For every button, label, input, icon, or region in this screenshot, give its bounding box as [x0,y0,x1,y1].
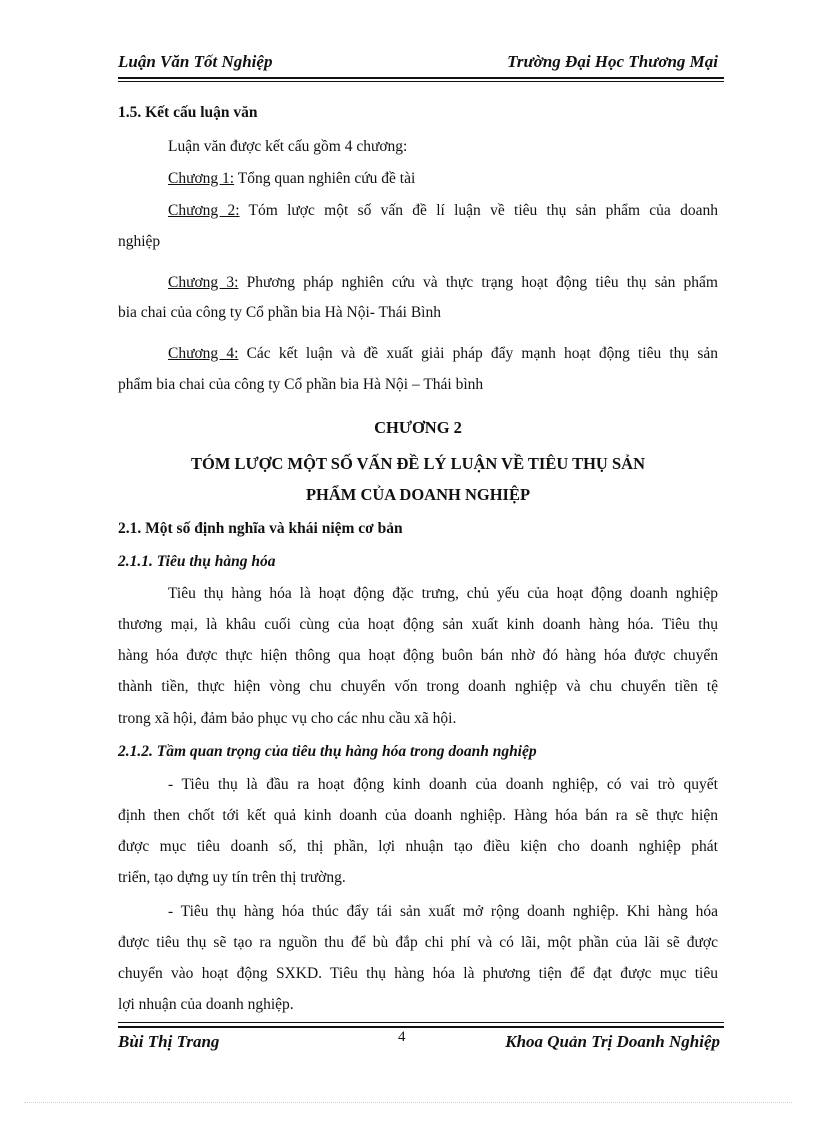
chapter-desc: Tóm lược một số vấn đề lí luận về tiêu thụ sản phẩm của doanh [239,202,718,219]
header-university: Trường Đại Học Thương Mại [507,52,718,71]
chapter-2-title-line2: PHẨM CỦA DOANH NGHIỆP [305,485,531,504]
header-rule-thin [118,81,724,82]
footer-faculty: Khoa Quản Trị Doanh Nghiệp [505,1032,720,1051]
subsection-heading-2-1-2: 2.1.2. Tầm quan trọng của tiêu thụ hàng hóa trong doanh nghiệp [118,743,537,760]
paragraph-line: lợi nhuận của doanh nghiệp. [118,996,294,1013]
chapter-4-line [168,345,718,363]
header-thesis-label: Luận Văn Tốt Nghiệp [118,52,273,71]
chapter-desc: Phương pháp nghiên cứu và thực trạng hoạt động tiêu thụ sản phẩm [238,274,718,291]
paragraph-line: triển, tạo dựng uy tín trên thị trường. [118,869,346,886]
page-header [118,52,724,76]
paragraph-line: - Tiêu thụ là đầu ra hoạt động kinh doanh của doanh nghiệp, có vai trò quyết [168,776,718,793]
paragraph-line: được tiêu thụ sẽ tạo ra nguồn thu để bù đắp chi phí và có lãi, một phần của lãi sẽ được [118,934,718,951]
section-heading-1-5: 1.5. Kết cấu luận văn [118,104,258,121]
paragraph-line: được mục tiêu doanh số, thị phần, lợi nhuận tạo điều kiện cho doanh nghiệp phát [118,838,718,855]
paragraph-line: thương mại, là khâu cuối cùng của hoạt động sản xuất kinh doanh hàng hóa. Tiêu thụ [118,616,718,633]
paragraph-line: định then chốt tới kết quả kinh doanh của doanh nghiệp. Hàng hóa bán ra sẽ thực hiện [118,807,718,824]
chapter-desc: Các kết luận và đề xuất giải pháp đẩy mạnh hoạt động tiêu thụ sản [238,345,718,362]
chapter-3-line [168,274,718,292]
header-rule [118,77,724,79]
chapter-1-line [168,170,415,188]
footer-rule-thin [118,1022,724,1023]
chapter-2-label: CHƯƠNG 2 [374,418,462,437]
page-footer [118,1022,724,1062]
chapter-2-line [168,202,718,220]
chapter-desc: Tổng quan nghiên cứu đề tài [234,170,416,187]
paragraph-line: trong xã hội, đảm bảo phục vụ cho các nhu cầu xã hội. [118,710,457,727]
paragraph-line: - Tiêu thụ hàng hóa thúc đẩy tái sản xuất mở rộng doanh nghiệp. Khi hàng hóa [168,903,718,920]
chapter-label: Chương 4: [168,345,239,362]
paragraph-line: Tiêu thụ hàng hóa là hoạt động đặc trưng, chủ yếu của hoạt động doanh nghiệp [168,585,718,602]
footer-author: Bùi Thị Trang [118,1032,220,1051]
chapter-2-title-line1: TÓM LƯỢC MỘT SỐ VẤN ĐỀ LÝ LUẬN VỀ TIÊU THỤ SẢN [191,454,645,473]
chapter-label: Chương 1: [168,170,235,187]
page-edge-divider [24,1102,792,1103]
chapter-label: Chương 3: [168,274,239,291]
chapter-2-cont: nghiệp [118,233,161,250]
paragraph-line: hàng hóa được thực hiện thông qua hoạt động buôn bán nhờ đó hàng hóa được chuyển [118,647,718,664]
structure-intro: Luận văn được kết cấu gồm 4 chương: [168,138,408,155]
paragraph-line: thành tiền, thực hiện vòng chu chuyển vốn trong doanh nghiệp và chu chuyển tiền tệ [118,678,718,695]
page-number: 4 [398,1029,406,1045]
paragraph-line: chuyển vào hoạt động SXKD. Tiêu thụ hàng hóa là phương tiện để đạt được mục tiêu [118,965,718,982]
section-heading-2-1: 2.1. Một số định nghĩa và khái niệm cơ bản [118,520,403,537]
footer-rule [118,1026,724,1028]
subsection-heading-2-1-1: 2.1.1. Tiêu thụ hàng hóa [118,553,276,570]
chapter-4-cont: phẩm bia chai của công ty Cổ phần bia Hà Nội – Thái bình [118,376,484,393]
chapter-3-cont: bia chai của công ty Cổ phần bia Hà Nội- Thái Bình [118,304,441,321]
chapter-label: Chương 2: [168,202,240,219]
